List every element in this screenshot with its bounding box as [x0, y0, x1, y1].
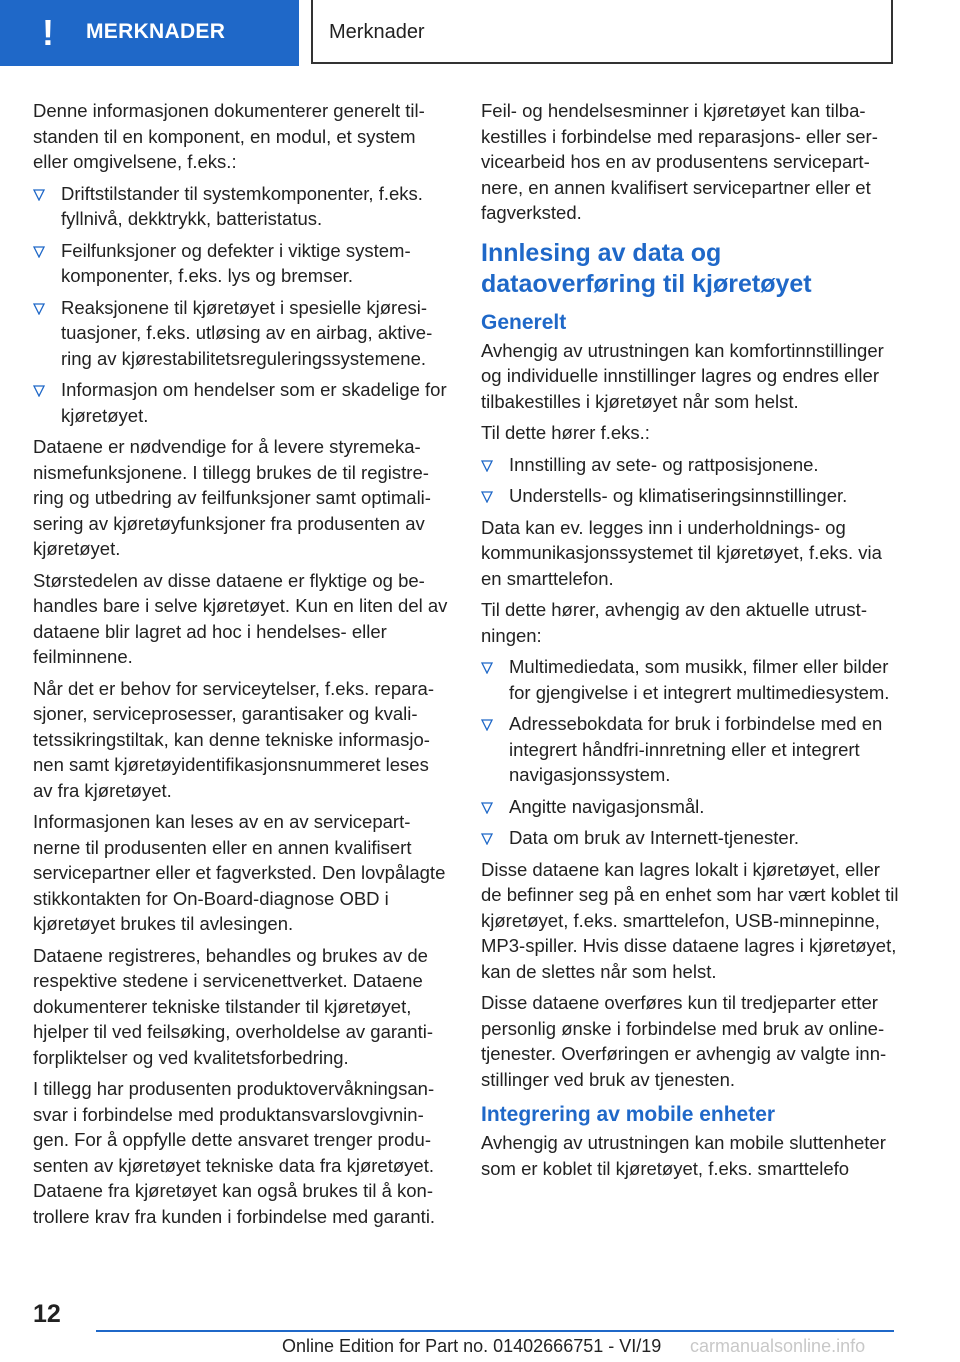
- paragraph: Disse dataene overføres kun til tredjeparter etter personlig ønske i forbindelse med bruk av onlinetjenester. Overføringen er avhengig av valgte innstillinger ved bruk av tjenesten.: [481, 992, 887, 1090]
- list-item: Feilfunksjoner og defekter i viktige systemkomponenter, f.eks. lys og bremser.: [33, 238, 451, 289]
- subsection-heading: Generelt: [481, 310, 567, 334]
- section-heading: Innlesing av data og dataoverføring til kjøretøyet: [481, 238, 812, 298]
- paragraph: Når det er behov for serviceytelser, f.eks. reparasjoner, serviceprosesser, garantisaker og kvalitetssikringstiltak, kan denne tekniske informasjonen samt kjøretøyidentifikasjonsnummeret leses av fra kjøretøyet.: [33, 677, 435, 801]
- watermark: carmanualsonline.info: [690, 1336, 866, 1356]
- section-tab-label: MERKNADER: [86, 20, 226, 43]
- page-header: [0, 0, 960, 66]
- list-item: Informasjon om hendelser som er skadelige for kjøretøyet.: [33, 377, 451, 428]
- bullet-list: [481, 452, 899, 509]
- chapter-title: Merknader: [329, 21, 425, 43]
- paragraph: Informasjonen kan leses av en av servicepartnerne til produsenten eller en annen kvalifisert servicepartner eller et fagverksted. Den lovpålagte stikkontakten for On-Board-diagnose OBD i kjøretøyet brukes til avlesingen.: [33, 811, 446, 934]
- bullet-list: [481, 654, 899, 851]
- list-item: Multimediedata, som musikk, filmer eller bilder for gjengivelse i et integrert multimediesystem.: [481, 654, 899, 705]
- list-item: Adressebokdata for bruk i forbindelse med en integrert håndfri-innretning eller et integrert navigasjonssystem.: [481, 711, 899, 788]
- left-column: [33, 98, 451, 1235]
- subsection-heading: Integrering av mobile enheter: [481, 1103, 776, 1126]
- paragraph: I tillegg har produsenten produktovervåkningsansvar i forbindelse med produktansvarslovgivningen. For å oppfylle dette ansvaret trenger produsenten av kjøretøyet tekniske data fra kjøretøyet. Dataene fra kjøretøyet kan også brukes til å kontrollere krav fra kunden i forbindelse med garanti.: [33, 1078, 436, 1227]
- list-item: Reaksjonene til kjøretøyet i spesielle kjøresituasjoner, f.eks. utløsing av en airbag, aktivering av kjørestabilitetsreguleringssystemene.: [33, 295, 451, 372]
- list-item: Data om bruk av Internett-tjenester.: [481, 825, 899, 851]
- paragraph: Disse dataene kan lagres lokalt i kjøretøyet, eller de befinner seg på en enhet som har vært koblet til kjøretøyet, f.eks. smarttelefon, USB-minnepinne, MP3-spiller. Hvis disse dataene lagres i kjøretøyet, kan de slettes når som helst.: [481, 858, 899, 982]
- right-column: [481, 98, 899, 1187]
- bullet-list: [33, 181, 451, 429]
- paragraph: Størstedelen av disse dataene er flyktige og behandles bare i selve kjøretøyet. Kun en liten del av dataene blir lagret ad hoc i hendelses- eller feilminnene.: [33, 569, 448, 667]
- exclamation-icon: !: [42, 12, 54, 53]
- paragraph: Dataene er nødvendige for å levere styremekanismefunksjonene. I tillegg brukes de til registrering og utbedring av feilfunksjoner samt optimalisering av kjøretøyfunksjoner fra produsenten av kjøretøyet.: [33, 436, 431, 559]
- footer-divider: [96, 1330, 894, 1332]
- list-item: Innstilling av sete- og rattposisjonene.: [481, 452, 899, 478]
- chapter-title-box: [311, 0, 893, 64]
- paragraph: Dataene registreres, behandles og brukes av de respektive stedene i servicenettverket. Dataene dokumenterer tekniske tilstander til kjøretøyet, hjelper til ved feilsøking, overholdelse av garantiforpliktelser og ved kvalitetsforbedring.: [33, 944, 434, 1068]
- paragraph: Avhengig av utrustningen kan komfortinnstillinger og individuelle innstillinger lagres og endres eller tilbakestilles i kjøretøyet når som helst.: [481, 339, 884, 412]
- paragraph: Til dette hører, avhengig av den aktuelle utrustningen:: [481, 599, 867, 646]
- paragraph: Data kan ev. legges inn i underholdnings- og kommunikasjonssystemet til kjøretøyet, f.eks. via en smarttelefon.: [481, 516, 882, 589]
- list-item: Understells- og klimatiseringsinnstillinger.: [481, 483, 899, 509]
- section-tab: [0, 0, 299, 66]
- list-item: Driftstilstander til systemkomponenter, f.eks. fyllnivå, dekktrykk, batteristatus.: [33, 181, 451, 232]
- paragraph: Til dette hører f.eks.:: [481, 422, 650, 443]
- paragraph: Denne informasjonen dokumenterer generelt tilstanden til en komponent, en modul, et system eller omgivelsene, f.eks.:: [33, 100, 425, 172]
- page-number: 12: [33, 1300, 61, 1328]
- paragraph: Feil- og hendelsesminner i kjøretøyet kan tilbakestilles i forbindelse med reparasjons- eller servicearbeid hos en av produsentens servicepartnere, en annen kvalifisert servicepartner eller et fagverksted.: [481, 100, 878, 223]
- paragraph: Avhengig av utrustningen kan mobile sluttenheter som er koblet til kjøretøyet, f.eks. smarttelefo: [481, 1132, 886, 1179]
- edition-text: Online Edition for Part no. 01402666751 - VI/19: [282, 1336, 662, 1356]
- list-item: Angitte navigasjonsmål.: [481, 794, 899, 820]
